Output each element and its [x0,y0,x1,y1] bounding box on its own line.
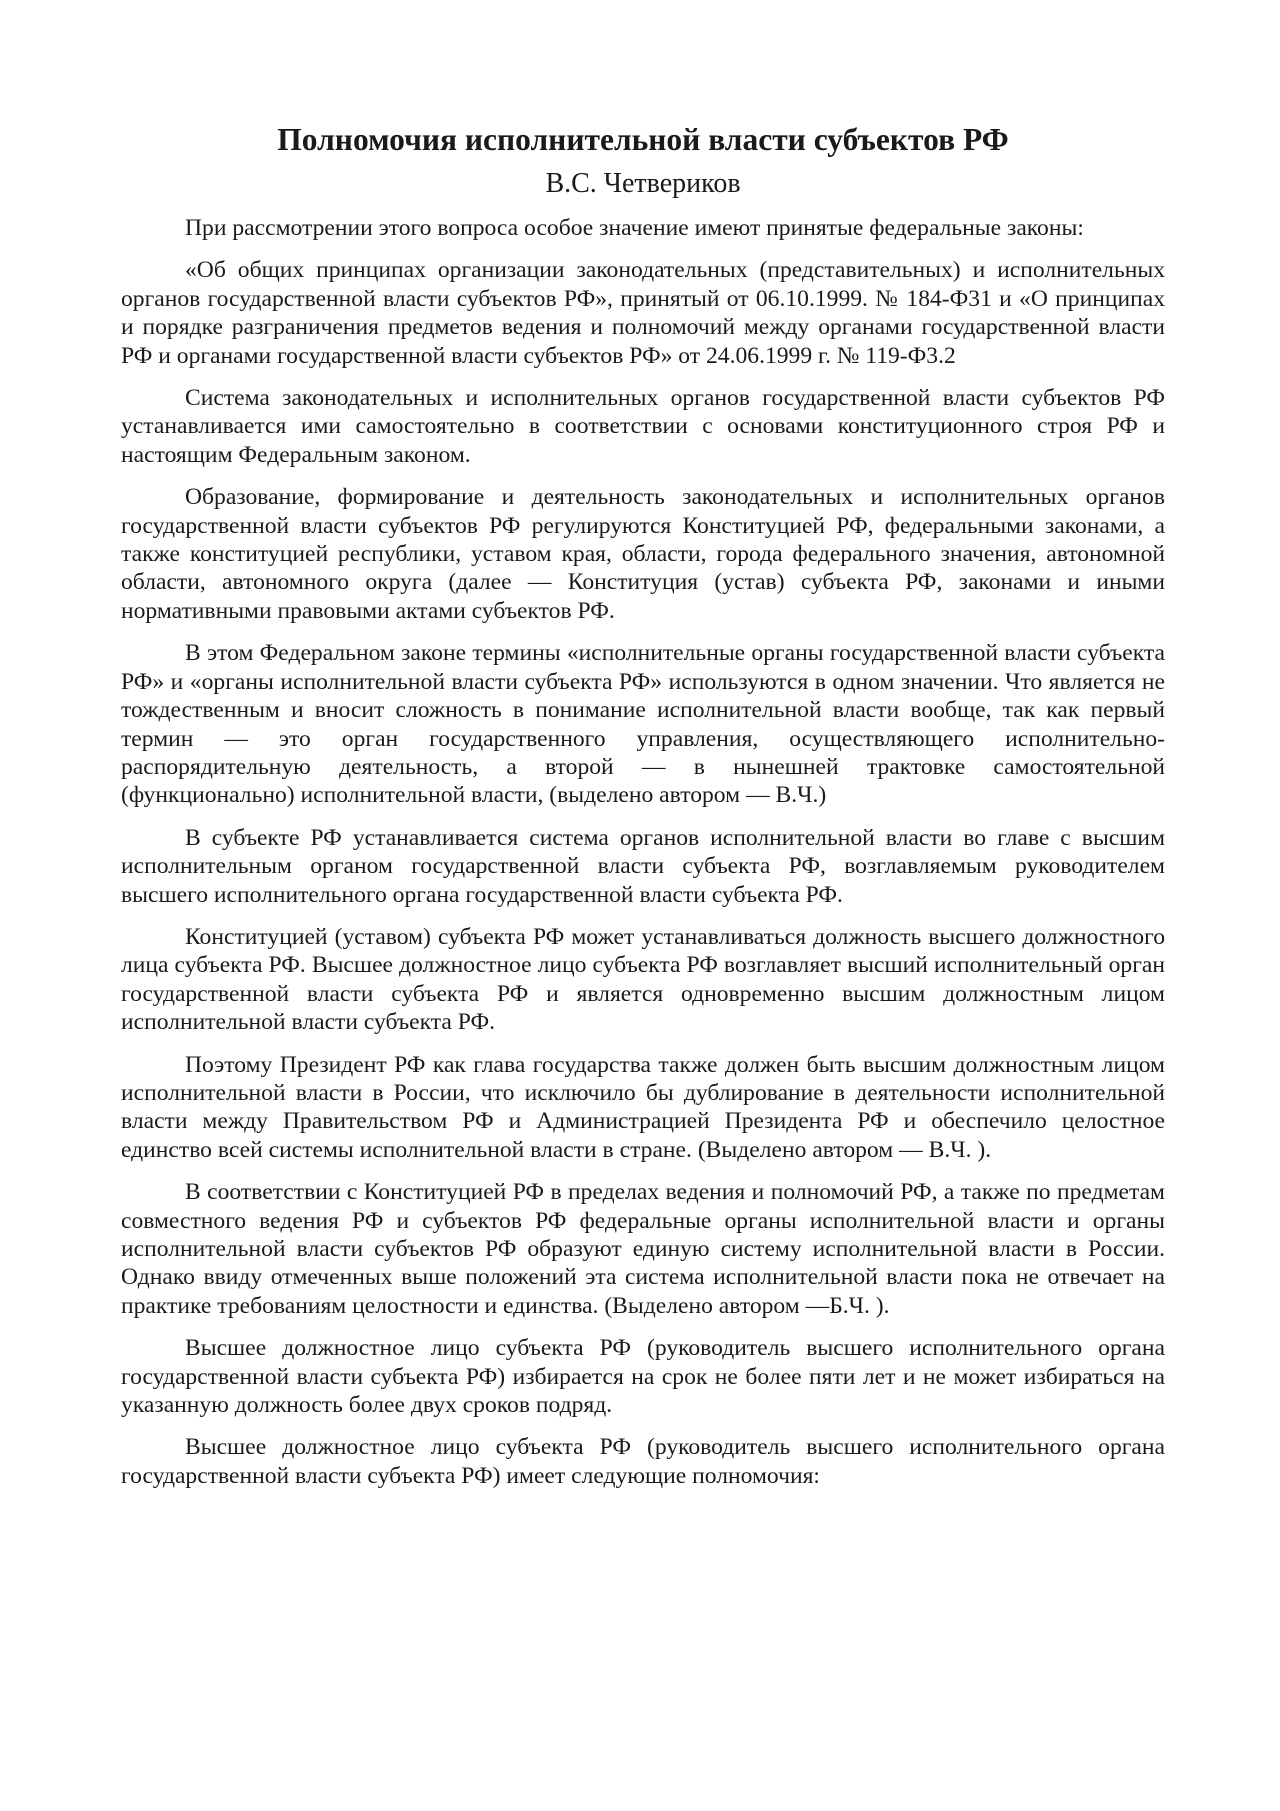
document-title: Полномочия исполнительной власти субъектов РФ [277,122,1009,157]
paragraph: В этом Федеральном законе термины «исполнительные органы государственной власти субъекта РФ» и «органы исполнительной власти субъекта РФ» используются в одном значении. Что является не тождественным и вносит сложность в понимание исполнительной власти вообще, так как первый термин — это орган государственного управления, осуществляющего исполнительно-распорядительную деятельность, а второй — в нынешней трактовке самостоятельной (функционально) исполнительной власти, (выделено автором — В.Ч.) [121,640,1165,809]
paragraph: Конституцией (уставом) субъекта РФ может устанавливаться должность высшего должностного лица субъекта РФ. Высшее должностное лицо субъекта РФ возглавляет высший исполнительный орган государственной власти субъекта РФ и является одновременно высшим должностным лицом исполнительной власти субъекта РФ. [121,923,1165,1036]
paragraph: Система законодательных и исполнительных органов государственной власти субъектов РФ устанавливается ими самостоятельно в соответствии с основами конституционного строя РФ и настоящим Федеральным законом. [121,385,1165,468]
paragraph: В субъекте РФ устанавливается система органов исполнительной власти во главе с высшим исполнительным органом государственной власти субъекта РФ, возглавляемым руководителем высшего исполнительного органа государственной власти субъекта РФ. [121,824,1165,908]
document-body [121,120,1165,1504]
paragraph: Высшее должностное лицо субъекта РФ (руководитель высшего исполнительного органа государственной власти субъекта РФ) избирается на срок не более пяти лет и не может избираться на указанную должность более двух сроков подряд. [121,1335,1165,1419]
paragraph: В соответствии с Конституцией РФ в пределах ведения и полномочий РФ, а также по предметам совместного ведения РФ и субъектов РФ федеральные органы исполнительной власти и органы исполнительной власти субъектов РФ образуют единую систему исполнительной власти в России. Однако ввиду отмеченных выше положений эта система исполнительной власти пока не отвечает на практике требованиям целостности и единства. (Выделено автором —Б.Ч. ). [121,1179,1165,1319]
paragraph: При рассмотрении этого вопроса особое значение имеют принятые федеральные законы: [185,215,1084,241]
document-author: В.С. Четвериков [545,168,741,199]
paragraph: Образование, формирование и деятельность законодательных и исполнительных органов государственной власти субъектов РФ регулируются Конституцией РФ, федеральными законами, а также конституцией республики, уставом края, области, города федерального значения, автономной области, автономного округа (далее — Конституция (устав) субъекта РФ, законами и иными нормативными правовыми актами субъектов РФ. [121,484,1165,624]
paragraph: Поэтому Президент РФ как глава государства также должен быть высшим должностным лицом исполнительной власти в России, что исключило бы дублирование в деятельности исполнительной власти между Правительством РФ и Администрацией Президента РФ и обеспечило целостное единство всей системы исполнительной власти в стране. (Выделено автором — В.Ч. ). [121,1051,1165,1163]
paragraph: Высшее должностное лицо субъекта РФ (руководитель высшего исполнительного органа государственной власти субъекта РФ) имеет следующие полномочия: [121,1434,1165,1489]
paragraph: «Об общих принципах организации законодательных (представительных) и исполнительных органов государственной власти субъектов РФ», принятый от 06.10.1999. № 184-Ф31 и «О принципах и порядке разграничения предметов ведения и полномочий между органами государственной власти РФ и органами государственной власти субъектов РФ» от 24.06.1999 г. № 119-Ф3.2 [121,257,1165,369]
